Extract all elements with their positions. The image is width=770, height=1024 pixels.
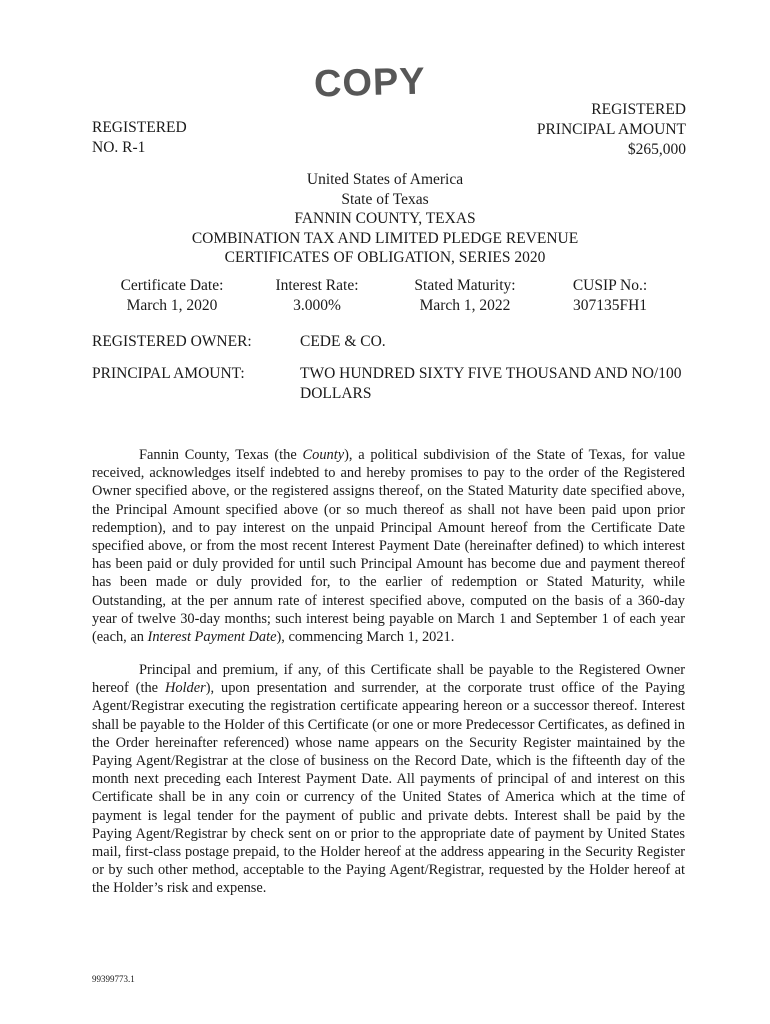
principal-amount-value: $265,000 bbox=[627, 141, 686, 158]
cusip-block bbox=[560, 276, 660, 315]
principal-amount-words-line1: TWO HUNDRED SIXTY FIVE THOUSAND AND NO/100 bbox=[300, 365, 682, 382]
document-title bbox=[0, 170, 770, 268]
title-certificate-type: COMBINATION TAX AND LIMITED PLEDGE REVENUE bbox=[191, 229, 579, 247]
principal-amount-words-line2: DOLLARS bbox=[300, 384, 372, 402]
registered-amount-block bbox=[537, 100, 686, 160]
paragraph1-text-c: ), commencing March 1, 2021. bbox=[276, 629, 455, 646]
stated-maturity-value: March 1, 2022 bbox=[419, 296, 511, 314]
paragraph2-text-a: Principal and premium, if any, of this Certificate shall be payable to the Registered Owner hereof (the bbox=[92, 662, 685, 697]
stated-maturity-block bbox=[404, 276, 526, 315]
principal-amount-label: PRINCIPAL AMOUNT bbox=[536, 121, 686, 138]
stated-maturity-label: Stated Maturity: bbox=[414, 277, 516, 294]
cusip-value: 307135FH1 bbox=[572, 296, 648, 314]
registered-label: REGISTERED bbox=[92, 119, 187, 136]
registered-number-block bbox=[92, 118, 187, 158]
holder-defined-term: Holder bbox=[164, 680, 206, 697]
paragraph1-text-b: ), a political subdivision of the State of Texas, for value received, acknowledges itself indebted to and hereby promises to pay to the order of the Registered Owner specified above, or the registered assigns thereof, on the Stated Maturity date specified above, the Principal Amount specified above (or so much thereof as shall not have been paid upon prior redemption), and to pay interest on the unpaid Principal Amount hereof from the Certificate Date specified above, or from the most recent Interest Payment Date (hereinafter defined) to which interest has been paid or duly provided for until such Principal Amount has become due and payment thereof has been made or duly provided for, to the earlier of redemption or Stated Maturity, while Outstanding, at the per annum rate of interest specified above, computed on the basis of a 360-day year of twelve 30-day months; such interest being payable on March 1 and September 1 of each year (each, an bbox=[92, 447, 685, 646]
registered-owner-value: CEDE & CO. bbox=[300, 333, 386, 350]
interest-payment-date-term: Interest Payment Date bbox=[147, 629, 277, 646]
principal-amount-words bbox=[300, 364, 700, 403]
cusip-label: CUSIP No.: bbox=[572, 277, 648, 294]
certificate-date-label: Certificate Date: bbox=[120, 277, 224, 294]
county-defined-term: County bbox=[302, 447, 345, 463]
title-county: FANNIN COUNTY, TEXAS bbox=[294, 210, 476, 227]
title-series: CERTIFICATES OF OBLIGATION, SERIES 2020 bbox=[224, 249, 546, 266]
paragraph2-text-b: ), upon presentation and surrender, at the corporate trust office of the Paying Agent/Registrar executing the registration certificate appearing hereon or a successor thereof. Interest shall be payable to the Holder of this Certificate (or one or more Predecessor Certificates, as defined in the Order hereinafter referenced) whose name appears on the Security Register maintained by the Paying Agent/Registrar at the close of business on the Record Date, which is the fifteenth day of the month next preceding each Interest Payment Date. All payments of principal of and interest on this Certificate shall be in any coin or currency of the United States of America which at the time of payment is legal tender for the payment of public and private debts. Interest shall be paid by the Paying Agent/Registrar by check sent on or prior to the appropriate date of payment by United States mail, first-class postage prepaid, to the Holder hereof at the address appearing in the Security Register or by such other method, acceptable to the Paying Agent/Registrar, requested by the Holder hereof at the Holder’s risk and expense. bbox=[92, 680, 686, 897]
interest-rate-label: Interest Rate: bbox=[275, 277, 359, 294]
certificate-date-value: March 1, 2020 bbox=[126, 296, 218, 314]
paragraph-promise-to-pay bbox=[92, 446, 685, 646]
paragraph1-text-a: Fannin County, Texas (the bbox=[139, 447, 303, 463]
interest-rate-value: 3.000% bbox=[293, 296, 341, 314]
copy-stamp: COPY bbox=[313, 60, 427, 106]
principal-amount-row-label: PRINCIPAL AMOUNT: bbox=[92, 365, 245, 382]
document-id: 99399773.1 bbox=[92, 974, 135, 984]
registered-owner-label: REGISTERED OWNER: bbox=[92, 333, 252, 350]
interest-rate-block bbox=[262, 276, 372, 315]
title-country: United States of America bbox=[306, 171, 464, 188]
certificate-date-block bbox=[112, 276, 232, 315]
paragraph-payment-terms bbox=[92, 661, 685, 898]
registered-label-right: REGISTERED bbox=[591, 101, 686, 118]
registration-number: NO. R-1 bbox=[92, 139, 146, 156]
title-state: State of Texas bbox=[341, 190, 429, 208]
